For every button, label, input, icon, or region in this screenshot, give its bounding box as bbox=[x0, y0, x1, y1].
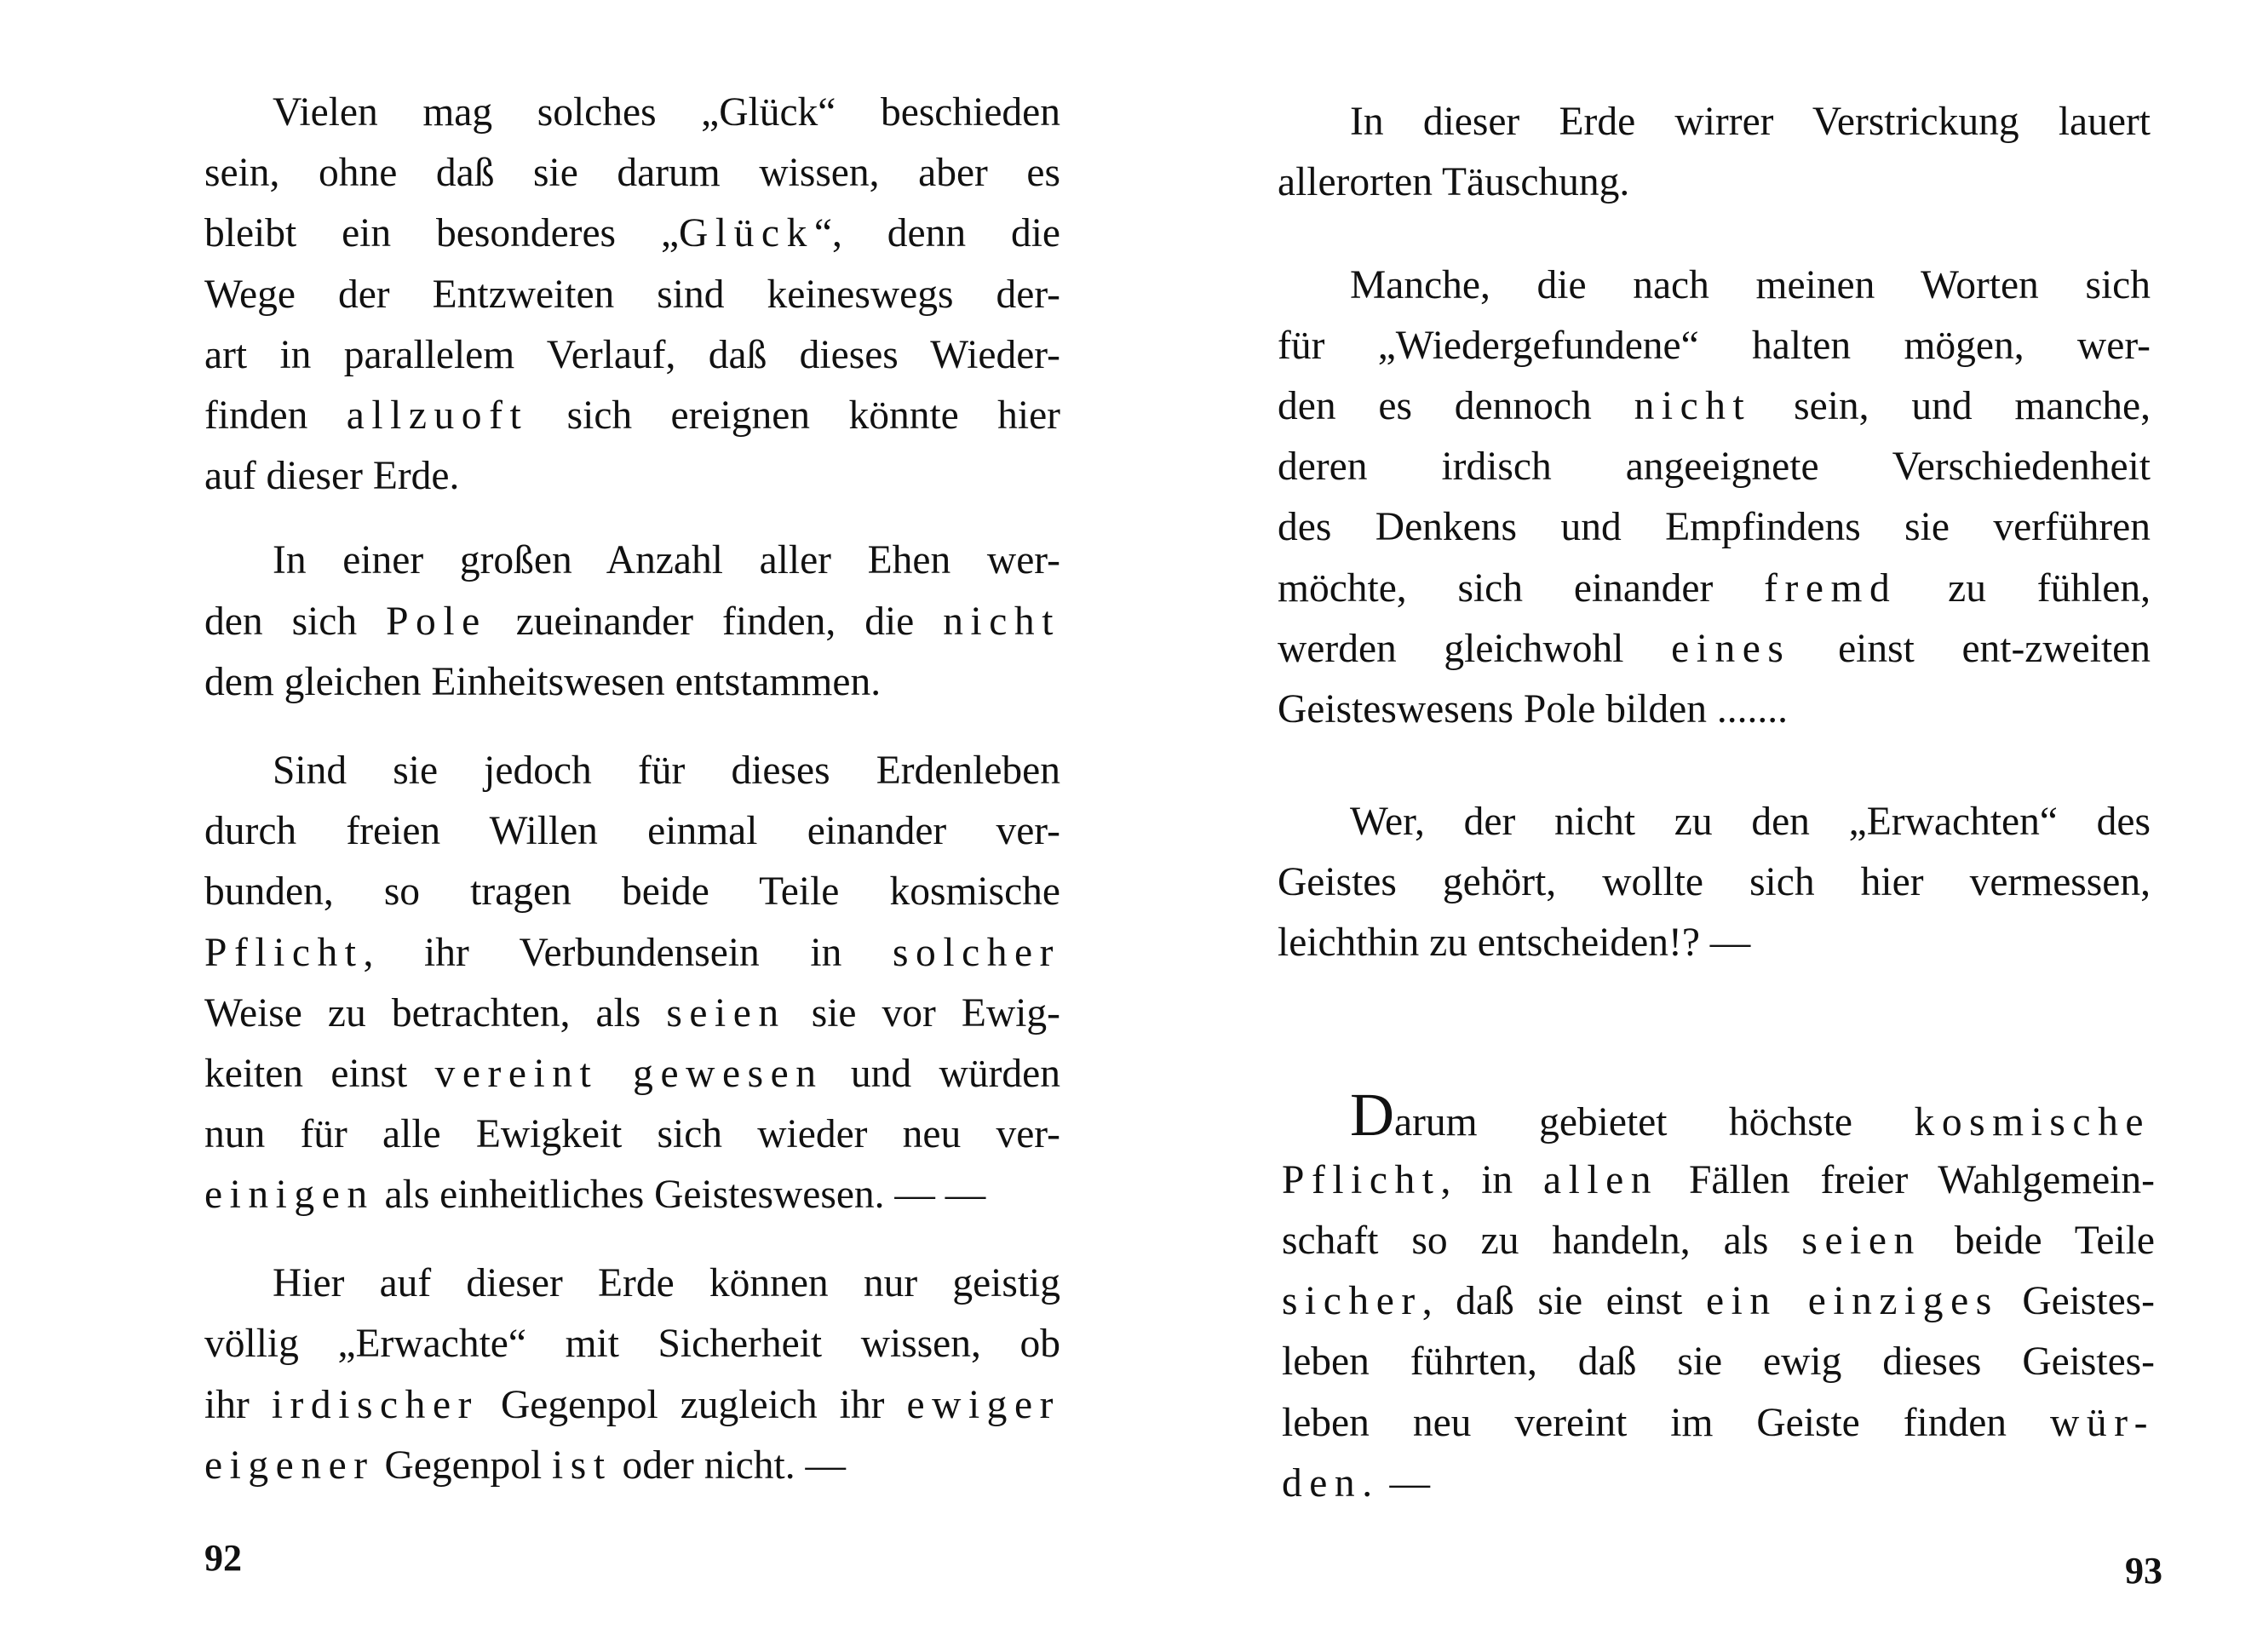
spaced-word: seien bbox=[1801, 1219, 1921, 1263]
spaced-word: Pflicht bbox=[1282, 1158, 1441, 1202]
spaced-word: vereint gewesen bbox=[434, 1052, 824, 1096]
text-line: Geistes gehört, wollte sich hier vermessen, bbox=[1278, 860, 2151, 904]
spaced-word: wür- bbox=[2050, 1401, 2155, 1445]
spaced-word: eigener bbox=[204, 1443, 375, 1488]
text-line: sicher, daß sie einst ein einziges Geistes- bbox=[1282, 1279, 2155, 1323]
text-line: eigener Gegenpol ist oder nicht. — bbox=[204, 1443, 846, 1488]
text-line: leichthin zu entscheiden!? — bbox=[1278, 921, 1751, 965]
text-line: Manche, die nach meinen Worten sich bbox=[1350, 263, 2151, 307]
spaced-word: nicht bbox=[943, 599, 1060, 644]
drop-cap: D bbox=[1350, 1081, 1394, 1149]
text-line: Vielen mag solches „Glück“ beschieden bbox=[273, 90, 1060, 135]
spaced-word: fremd bbox=[1764, 566, 1898, 611]
text-line: Geisteswesens Pole bilden ....... bbox=[1278, 687, 1788, 731]
text-line: allerorten Täuschung. bbox=[1278, 160, 1630, 204]
text-line: keiten einst vereint gewesen und würden bbox=[204, 1052, 1060, 1096]
text-line: bunden, so tragen beide Teile kosmische bbox=[204, 869, 1060, 914]
spaced-word: ist bbox=[552, 1443, 612, 1488]
text-line: In einer großen Anzahl aller Ehen wer- bbox=[273, 538, 1060, 582]
text-line: Weise zu betrachten, als seien sie vor Ewig- bbox=[204, 991, 1061, 1035]
text-line: den es dennoch nicht sein, und manche, bbox=[1278, 384, 2151, 428]
spaced-word: einigen bbox=[204, 1173, 375, 1217]
spaced-word: nicht bbox=[1634, 384, 1752, 428]
text-line: art in parallelem Verlauf, daß dieses Wieder- bbox=[204, 333, 1060, 377]
spaced-word: Pflicht bbox=[204, 931, 364, 975]
text-line: ihr irdischer Gegenpol zugleich ihr ewiger bbox=[204, 1383, 1060, 1427]
text-line: den. — bbox=[1282, 1461, 1431, 1506]
spaced-word: seien bbox=[666, 991, 786, 1035]
text-line: leben neu vereint im Geiste finden wür- bbox=[1282, 1401, 2155, 1445]
text-line: sein, ohne daß sie darum wissen, aber es bbox=[204, 151, 1060, 195]
text-line: Wer, der nicht zu den „Erwachten“ des bbox=[1350, 800, 2151, 844]
text-line: den sich Pole zueinander finden, die nicht bbox=[204, 599, 1060, 644]
text-line: für „Wiedergefundene“ halten mögen, wer- bbox=[1278, 324, 2151, 368]
text-line: einigen als einheitliches Geisteswesen. — — bbox=[204, 1173, 986, 1217]
text-line: auf dieser Erde. bbox=[204, 454, 460, 498]
text-line: durch freien Willen einmal einander ver- bbox=[204, 809, 1060, 853]
spaced-word: solcher bbox=[892, 931, 1060, 975]
spaced-word: ewiger bbox=[906, 1383, 1060, 1427]
text-line: nun für alle Ewigkeit sich wieder neu ver- bbox=[204, 1112, 1060, 1156]
text-line: möchte, sich einander fremd zu fühlen, bbox=[1278, 566, 2151, 611]
right-page bbox=[1128, 0, 2257, 1652]
text-line: dem gleichen Einheitswesen entstammen. bbox=[204, 660, 882, 704]
text-line: werden gleichwohl eines einst ent-zweiten bbox=[1278, 627, 2151, 671]
text-line: bleibt ein besonderes „Glück“, denn die bbox=[204, 211, 1060, 255]
text-line: Pflicht, ihr Verbundensein in solcher bbox=[204, 931, 1060, 975]
spaced-word: sicher bbox=[1282, 1279, 1422, 1323]
text-line: des Denkens und Empfindens sie verführen bbox=[1278, 505, 2151, 549]
text-line: völlig „Erwachte“ mit Sicherheit wissen, ob bbox=[204, 1322, 1060, 1366]
left-page bbox=[0, 0, 1128, 1652]
spaced-word: eines bbox=[1671, 627, 1791, 671]
text-line: schaft so zu handeln, als seien beide Teile bbox=[1282, 1219, 2155, 1263]
text-line: deren irdisch angeeignete Verschiedenheit bbox=[1278, 445, 2151, 489]
spaced-word: den. bbox=[1282, 1461, 1380, 1506]
spaced-word: ein einziges bbox=[1705, 1279, 1999, 1323]
spaced-word: allzuoft bbox=[346, 393, 529, 438]
text-line: Pflicht, in allen Fällen freier Wahlgemein- bbox=[1282, 1158, 2155, 1202]
spaced-word: Glück bbox=[679, 211, 814, 255]
spaced-word: kosmische bbox=[1914, 1100, 2151, 1144]
text-line: leben führten, daß sie ewig dieses Geistes- bbox=[1282, 1339, 2155, 1384]
text-line: In dieser Erde wirrer Verstrickung lauert bbox=[1350, 100, 2151, 144]
text-line: Sind sie jedoch für dieses Erdenleben bbox=[273, 749, 1060, 793]
page-number: 92 bbox=[204, 1537, 242, 1579]
spaced-word: allen bbox=[1543, 1158, 1659, 1202]
text-line: Hier auf dieser Erde können nur geistig bbox=[273, 1261, 1060, 1305]
text-line: finden allzuoft sich ereignen könnte hier bbox=[204, 393, 1060, 438]
spaced-word: irdischer bbox=[271, 1383, 479, 1427]
text-line: Wege der Entzweiten sind keineswegs der- bbox=[204, 272, 1060, 317]
page-number: 93 bbox=[2125, 1550, 2162, 1592]
spaced-word: Pole bbox=[386, 599, 487, 644]
text-line: Darum gebietet höchste kosmische bbox=[1350, 1081, 2151, 1149]
